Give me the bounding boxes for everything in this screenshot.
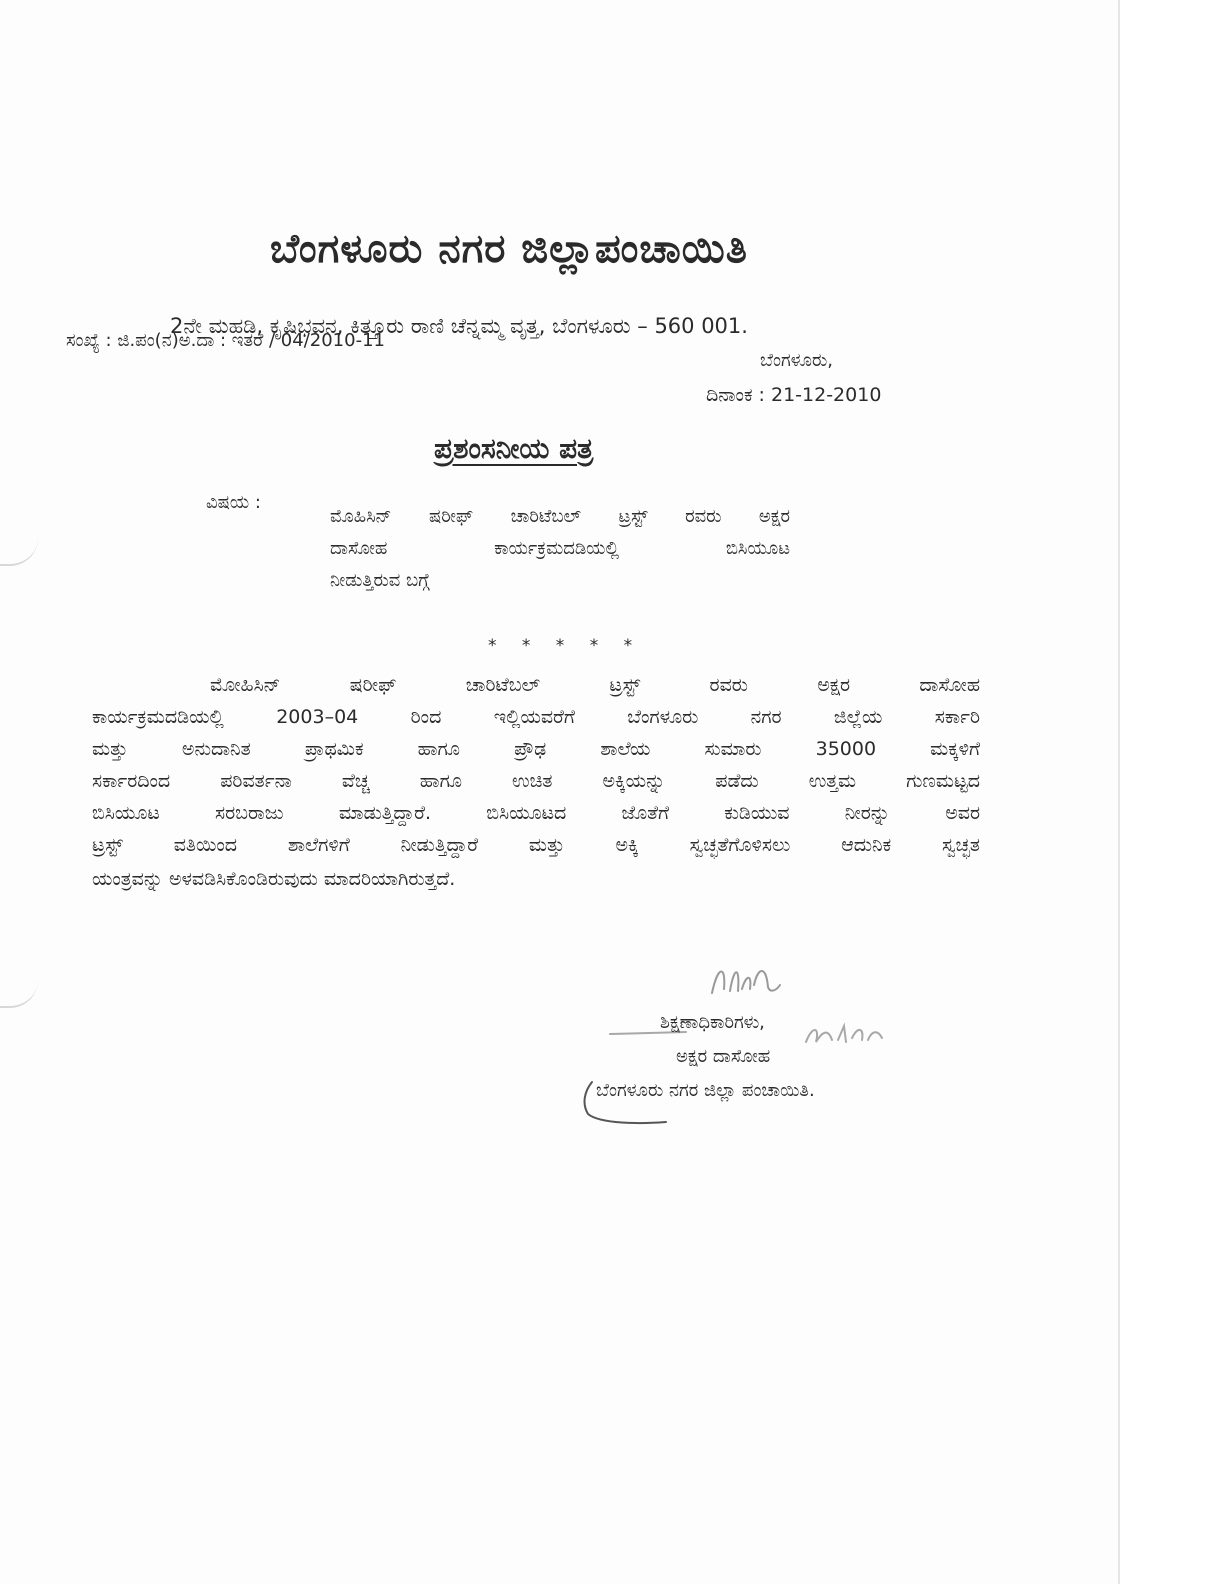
- office-address: 2ನೇ ಮಹಡಿ, ಕೃಷಿಭವನ, ಕಿತ್ತೂರು ರಾಣಿ ಚೆನ್ನಮ್ಮ ವೃತ್ತ, ಬೆಂಗಳೂರು – 560 001.: [170, 314, 748, 338]
- body-line: ಮೋಹಿಸಿನ್ ಷರೀಫ್ ಚಾರಿಟೆಬಲ್ ಟ್ರಸ್ಟ್ ರವರು ಅಕ್ಷರ ದಾಸೋಹ: [210, 674, 980, 696]
- reference-number: ಸಂಖ್ಯೆ : ಜಿ.ಪಂ(ನ)ಅ.ದಾ : ಇತರೆ / 04/2010-11: [66, 330, 385, 351]
- designation-line-3: ಬೆಂಗಳೂರು ನಗರ ಜಿಲ್ಲಾ ಪಂಚಾಯಿತಿ.: [596, 1080, 815, 1101]
- body-line: ಬಿಸಿಯೂಟ ಸರಬರಾಜು ಮಾಡುತ್ತಿದ್ದಾರೆ. ಬಿಸಿಯೂಟದ ಜೊತೆಗೆ ಕುಡಿಯುವ ನೀರನ್ನು ಅವರ: [92, 802, 980, 824]
- body-line: ಮತ್ತು ಅನುದಾನಿತ ಪ್ರಾಥಮಿಕ ಹಾಗೂ ಪ್ರೌಢ ಶಾಲೆಯ ಸುಮಾರು 35000 ಮಕ್ಕಳಿಗೆ: [92, 738, 980, 760]
- subject-line: ಮೊಹಿಸಿನ್ ಷರೀಫ್ ಚಾರಿಟೆಬಲ್ ಟ್ರಸ್ಟ್ ರವರು ಅಕ್ಷರ: [330, 506, 790, 527]
- signature-flourish: [570, 1078, 680, 1128]
- body-line: ಕಾರ್ಯಕ್ರಮದಡಿಯಲ್ಲಿ 2003–04 ರಿಂದ ಇಲ್ಲಿಯವರೆಗೆ ಬೆಂಗಳೂರು ನಗರ ಜಿಲ್ಲೆಯ ಸರ್ಕಾರಿ: [92, 706, 980, 728]
- subject-line: ನೀಡುತ್ತಿರುವ ಬಗ್ಗೆ: [330, 570, 430, 591]
- body-line: ಟ್ರಸ್ಟ್ ವತಿಯಿಂದ ಶಾಲೆಗಳಿಗೆ ನೀಡುತ್ತಿದ್ದಾರೆ ಮತ್ತು ಅಕ್ಕಿ ಸ್ವಚ್ಛತೆಗೊಳಿಸಲು ಆದುನಿಕ ಸ್ವಚ್ಛತ: [92, 834, 980, 856]
- page-edge: [1118, 0, 1120, 1584]
- subject-line: ದಾಸೋಹ ಕಾರ್ಯಕ್ರಮದಡಿಯಲ್ಲಿ ಬಿಸಿಯೂಟ: [330, 538, 790, 559]
- handwritten-signature: [700, 955, 790, 1005]
- body-line: ಯಂತ್ರವನ್ನು ಅಳವಡಿಸಿಕೊಂಡಿರುವುದು ಮಾದರಿಯಾಗಿರುತ್ತದೆ.: [92, 868, 456, 890]
- letter-date: ದಿನಾಂಕ : 21-12-2010: [706, 384, 882, 406]
- letter-place: ಬೆಂಗಳೂರು,: [760, 350, 833, 371]
- designation-line-2: ಅಕ್ಷರ ದಾಸೋಹ: [676, 1046, 771, 1067]
- office-title: ಬೆಂಗಳೂರು ನಗರ ಜಿಲ್ಲಾಪಂಚಾಯಿತಿ: [270, 226, 748, 272]
- body-line: ಸರ್ಕಾರದಿಂದ ಪರಿವರ್ತನಾ ವೆಚ್ಚ ಹಾಗೂ ಉಚಿತ ಅಕ್ಕಿಯನ್ನು ಪಡೆದು ಉತ್ತಮ ಗುಣಮಟ್ಟದ: [92, 770, 980, 792]
- subject-label: ವಿಷಯ :: [206, 492, 261, 513]
- designation-line-1: ಶಿಕ್ಷಣಾಧಿಕಾರಿಗಳು,: [660, 1012, 765, 1033]
- letter-heading: ಪ್ರಶಂಸನೀಯ ಪತ್ರ: [434, 432, 594, 465]
- section-separator: * * * * *: [488, 636, 643, 656]
